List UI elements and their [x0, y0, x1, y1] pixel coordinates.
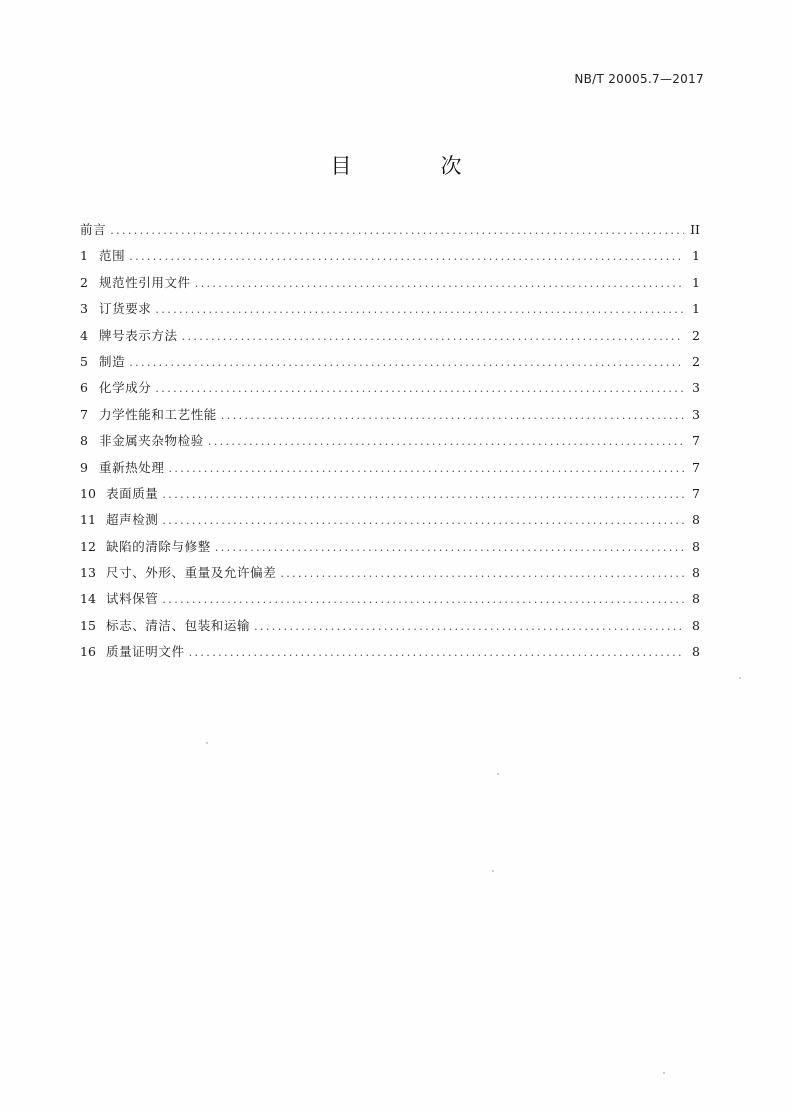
toc-entry-number: 2: [80, 274, 88, 290]
toc-leader-dots: [162, 482, 684, 508]
toc-leader-dots: [195, 271, 684, 297]
toc-entry-number: 4: [80, 327, 88, 343]
toc-entry-11[interactable]: [80, 507, 700, 533]
toc-entry-page: 8: [692, 591, 700, 607]
toc-entry-label: 化学成分: [99, 380, 152, 396]
toc-entry-label: 尺寸、外形、重量及允许偏差: [106, 565, 277, 581]
toc-entry-6[interactable]: [80, 375, 700, 401]
toc-entry-number: 13: [80, 565, 96, 581]
toc-entry-page: 3: [692, 406, 700, 422]
toc-entry-9[interactable]: [80, 455, 700, 481]
toc-entry-16[interactable]: [80, 639, 700, 665]
toc-entry-foreword[interactable]: [80, 217, 700, 243]
toc-entry-label: 订货要求: [99, 301, 152, 317]
toc-entry-page: 7: [692, 485, 700, 501]
toc-leader-dots: [221, 403, 684, 429]
toc-leader-dots: [155, 297, 684, 323]
scan-speck: [497, 773, 499, 775]
toc-entry-5[interactable]: [80, 349, 700, 375]
toc-entry-number: 12: [80, 538, 96, 554]
toc-leader-dots: [129, 244, 684, 270]
toc-leader-dots: [162, 587, 684, 613]
toc-entry-1[interactable]: [80, 243, 700, 269]
toc-entry-page: 8: [692, 617, 700, 633]
toc-entry-7[interactable]: [80, 402, 700, 428]
toc-entry-10[interactable]: [80, 481, 700, 507]
toc-entry-label: 力学性能和工艺性能: [99, 406, 217, 422]
toc-entry-label: 非金属夹杂物检验: [99, 433, 204, 449]
toc-leader-dots: [155, 376, 684, 402]
toc-entry-number: 11: [80, 512, 96, 528]
toc-entry-page: 1: [692, 248, 700, 264]
toc-leader-dots: [208, 429, 684, 455]
toc-entry-label: 超声检测: [106, 512, 159, 528]
toc-entry-page: 8: [692, 538, 700, 554]
toc-entry-page: 7: [692, 433, 700, 449]
toc-entry-label: 试料保管: [106, 591, 159, 607]
toc-leader-dots: [129, 350, 684, 376]
toc-entry-14[interactable]: [80, 586, 700, 612]
toc-leader-dots: [215, 535, 684, 561]
toc-entry-label: 重新热处理: [99, 459, 165, 475]
toc-entry-page: 1: [692, 301, 700, 317]
scan-speck: [492, 870, 494, 872]
toc-entry-4[interactable]: [80, 323, 700, 349]
toc-entry-3[interactable]: [80, 296, 700, 322]
toc-entry-15[interactable]: [80, 613, 700, 639]
toc-entry-number: 5: [80, 353, 88, 369]
toc-entry-page: 2: [692, 327, 700, 343]
toc-entry-number: 16: [80, 644, 96, 660]
toc-entry-label: 缺陷的清除与修整: [106, 538, 211, 554]
toc-entry-12[interactable]: [80, 534, 700, 560]
toc-entry-page: 3: [692, 380, 700, 396]
toc-leader-dots: [169, 456, 684, 482]
toc-leader-dots: [162, 508, 684, 534]
toc-leader-dots: [189, 640, 684, 666]
toc-entry-label: 标志、清洁、包装和运输: [106, 617, 251, 633]
scan-speck: [206, 742, 208, 744]
toc-entry-label: 表面质量: [106, 485, 159, 501]
toc-entry-number: 6: [80, 380, 88, 396]
toc-entry-label: 规范性引用文件: [99, 274, 191, 290]
toc-entry-number: 9: [80, 459, 88, 475]
toc-leader-dots: [182, 324, 684, 350]
toc-entry-number: 7: [80, 406, 88, 422]
standard-number: NB/T 20005.7—2017: [574, 72, 704, 86]
toc-entry-label: 质量证明文件: [106, 644, 185, 660]
toc-entry-page: 1: [692, 274, 700, 290]
toc-title: 目 次: [330, 154, 496, 178]
toc-entry-page: 7: [692, 459, 700, 475]
toc-entry-page: 2: [692, 353, 700, 369]
toc-entry-number: 15: [80, 617, 96, 633]
toc-entry-page: 8: [692, 565, 700, 581]
scan-speck: [739, 677, 741, 679]
toc-entry-2[interactable]: [80, 270, 700, 296]
toc-entry-number: 8: [80, 433, 88, 449]
toc-entry-number: 10: [80, 485, 96, 501]
toc-entry-number: 14: [80, 591, 96, 607]
toc-entry-label: 前言: [80, 222, 107, 237]
toc-entry-page: 8: [692, 512, 700, 528]
toc-entry-label: 牌号表示方法: [99, 327, 178, 343]
toc-leader-dots: [254, 614, 684, 640]
toc-leader-dots: [280, 561, 684, 587]
toc-leader-dots: [110, 218, 684, 244]
toc-entry-8[interactable]: [80, 428, 700, 454]
toc-entry-page: 8: [692, 644, 700, 660]
toc-entry-13[interactable]: [80, 560, 700, 586]
scan-speck: [663, 1072, 665, 1074]
toc-entry-page: II: [690, 222, 700, 237]
toc-entry-number: 3: [80, 301, 88, 317]
toc-entry-label: 制造: [99, 353, 126, 369]
toc-entry-label: 范围: [99, 248, 126, 264]
table-of-contents: [80, 217, 700, 666]
toc-entry-number: 1: [80, 248, 88, 264]
